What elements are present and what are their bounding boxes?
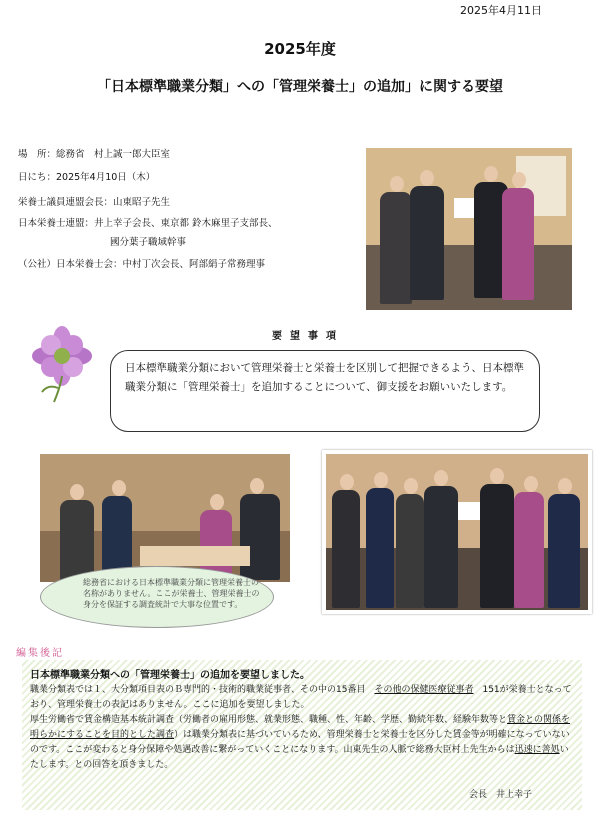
editor-p2-b: ）は職業分類表に基づいているため、管理栄養士と栄養士を区分した賃金等が明確になっていないのです。ここが変わると身分保障や処遇改善に繋がっていくことになります。山東先生の人脈で総務大臣村上先生からは — [30, 730, 570, 755]
page-title-year: 2025年度 — [264, 40, 336, 58]
flower-illustration — [18, 322, 110, 404]
photo-group — [322, 450, 592, 614]
editor-p2-underline2: 迅速に善処 — [514, 745, 560, 755]
editor-p2-a: 厚生労働省で賃金構造基本統計調査（労働者の雇用形態、就業形態、職種、性、年齢、学歴、勤続年数、経験年数等と — [30, 715, 508, 725]
editor-headline: 日本標準職業分類への「管理栄養士」の追加を要望しました。 — [30, 670, 310, 681]
photo-caption — [40, 566, 274, 628]
editor-p2-c: いたします。との回答を頂きました。 — [30, 745, 569, 770]
info-councillor: 栄養士議員連盟会長：山東昭子先生 — [18, 197, 171, 208]
info-jda-assoc: （公社）日本栄養士会：中村丁次会長、阿部絹子常務理事 — [18, 259, 266, 270]
info-place: 場 所：総務省 村上誠一郎大臣室 — [18, 149, 171, 160]
editor-p2-underline: 賃金との関係を明らかにすることを目的とした調査 — [30, 715, 571, 740]
photo-caption-text: 総務省における日本標準職業分類に管理栄養士の名称がありません。ここが栄養士、管理栄養士の身分を保証する調査統計で大事な位置です。 — [83, 578, 260, 609]
request-heading: 要望事項 — [272, 331, 344, 342]
photo-minister-meeting — [366, 148, 572, 310]
info-date: 日にち：2025年4月10日（木） — [18, 172, 156, 183]
editor-signature: 会長 井上幸子 — [468, 790, 532, 800]
photo-explanation — [40, 454, 290, 582]
editor-body — [30, 683, 574, 773]
info-jda-line1: 日本栄養士連盟：井上幸子会長、東京都 鈴木麻里子支部長、 — [18, 218, 278, 229]
editor-p1-a: 職業分類表では１、大分類項目表のＢ専門的・技術的職業従事者、その中の15番目 — [30, 685, 375, 695]
page-title: 「日本標準職業分類」への「管理栄養士」の追加」に関する要望 — [97, 79, 503, 95]
editor-note — [22, 660, 582, 810]
editor-p1-underline: その他の保健医療従事者 — [374, 685, 474, 695]
issue-date: 2025年4月11日 — [460, 4, 542, 17]
editor-p1-b: 151が栄養士となっており、管理栄養士の表記はありません。ここに追加を要望しました。 — [30, 685, 572, 710]
info-jda-line2: 國分葉子職域幹事 — [110, 237, 187, 248]
editor-note-label: 編集後記 — [16, 648, 64, 659]
request-text: 日本標準職業分類において管理栄養士と栄養士を区別して把握できるよう、日本標準職業分類に「管理栄養士」を追加することについて、御支援をお願いいたします。 — [125, 362, 524, 393]
request-box — [110, 350, 540, 432]
